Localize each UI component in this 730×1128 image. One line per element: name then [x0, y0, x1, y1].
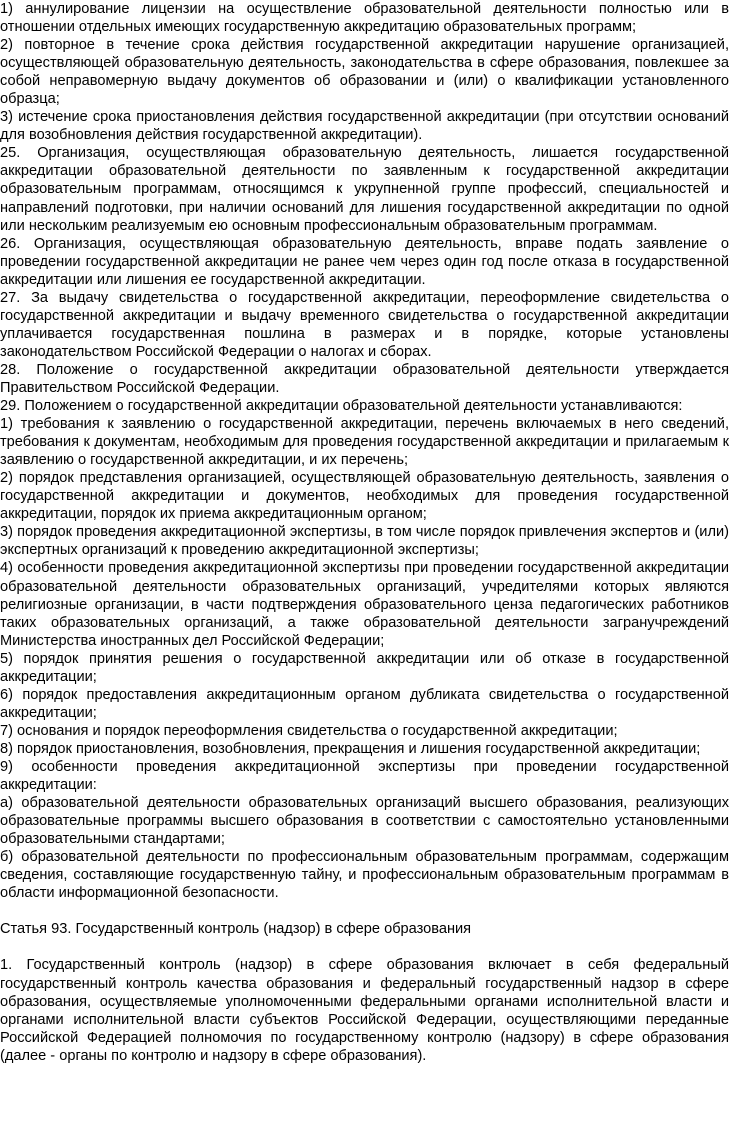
article-93-paragraph-1: 1. Государственный контроль (надзор) в сфере образования включает в себя федеральный государственный контроль качества образования и федеральный государственный надзор в сфере образования, осуществляемые уполномоченными федеральными органами исполнительной власти и органами исполнительной власти субъектов Российской Федерации, осуществляющими переданные Российской Федерацией полномочия по государственному контролю (надзору) в сфере образования (далее - органы по контролю и надзору в сфере образования). [0, 957, 729, 1064]
paragraph-29-item-3: 3) порядок проведения аккредитационной экспертизы, в том числе порядок привлечения экспертов и (или) экспертных организаций к проведению аккредитационной экспертизы; [0, 524, 729, 559]
paragraph-29-item-6: 6) порядок предоставления аккредитационным органом дубликата свидетельства о государственной аккредитации; [0, 686, 729, 721]
paragraph-28: 28. Положение о государственной аккредитации образовательной деятельности утверждается Правительством Российской Федерации. [0, 361, 729, 396]
paragraph-25: 25. Организация, осуществляющая образовательную деятельность, лишается государственной аккредитации образовательной деятельности по заявленным к государственной аккредитации образовательным программам, относящимся к укрупненной группе профессий, специальностей и направлений подготовки, при наличии оснований для лишения государственной аккредитации по одной или нескольким реализуемым ею основным профессиональным образовательным программам. [0, 145, 729, 234]
paragraph-revocation-grounds-1: 1) аннулирование лицензии на осуществление образовательной деятельности полностью или в отношении отдельных имеющих государственную аккредитацию образовательных программ; [0, 1, 729, 36]
article-93-heading: Статья 93. Государственный контроль (надзор) в сфере образования [0, 921, 472, 938]
paragraph-26: 26. Организация, осуществляющая образовательную деятельность, вправе подать заявление о проведении государственной аккредитации не ранее чем через один год после отказа в государственной аккредитации или лишения ее государственной аккредитации. [0, 235, 729, 288]
blank-line [0, 938, 729, 956]
blank-line [0, 902, 729, 920]
paragraph-revocation-grounds-3: 3) истечение срока приостановления действия государственной аккредитации (при отсутствии оснований для возобновления действия государственной аккредитации). [0, 109, 729, 144]
paragraph-27: 27. За выдачу свидетельства о государственной аккредитации, переоформление свидетельства о государственной аккредитации и выдачу временного свидетельства о государственной аккредитации уплачивается государственная пошлина в размерах и в порядке, которые установлены законодательством Российской Федерации о налогах и сборах. [0, 289, 729, 360]
paragraph-29-item-1: 1) требования к заявлению о государственной аккредитации, перечень включаемых в него сведений, требования к документам, необходимым для проведения государственной аккредитации и прилагаемым к заявлению о государственной аккредитации, и их перечень; [0, 416, 729, 469]
paragraph-29-item-4: 4) особенности проведения аккредитационной экспертизы при проведении государственной аккредитации образовательной деятельности образовательных организаций, учредителями которых являются религиозные организации, в части подтверждения образовательного ценза педагогических работников таких образовательных организаций, а также образовательной деятельности загранучреждений Министерства иностранных дел Российской Федерации; [0, 560, 729, 649]
paragraph-29-item-7: 7) основания и порядок переоформления свидетельства о государственной аккредитации; [0, 722, 618, 739]
paragraph-29-item-9: 9) особенности проведения аккредитационной экспертизы при проведении государственной аккредитации: [0, 758, 729, 794]
paragraph-29-item-9-a: а) образовательной деятельности образовательных организаций высшего образования, реализующих образовательные программы высшего образования в соответствии с самостоятельно установленными образовательными стандартами; [0, 795, 729, 848]
paragraph-29-item-9-b: б) образовательной деятельности по профессиональным образовательным программам, содержащим сведения, составляющие государственную тайну, и профессиональным образовательным программам в области информационной безопасности. [0, 849, 729, 902]
paragraph-29-item-5: 5) порядок принятия решения о государственной аккредитации или об отказе в государственной аккредитации; [0, 650, 729, 685]
paragraph-29: 29. Положением о государственной аккредитации образовательной деятельности устанавливаются: [0, 398, 683, 415]
paragraph-revocation-grounds-2: 2) повторное в течение срока действия государственной аккредитации нарушение организацией, осуществляющей образовательную деятельность, законодательства в сфере образования, повлекшее за собой неправомерную выдачу документов об образовании и (или) о квалификации установленного образца; [0, 37, 729, 108]
paragraph-29-item-2: 2) порядок представления организацией, осуществляющей образовательную деятельность, заявления о государственной аккредитации и документов, необходимых для проведения государственной аккредитации, порядок их приема аккредитационным органом; [0, 470, 729, 523]
paragraph-29-item-8: 8) порядок приостановления, возобновления, прекращения и лишения государственной аккредитации; [0, 740, 701, 757]
